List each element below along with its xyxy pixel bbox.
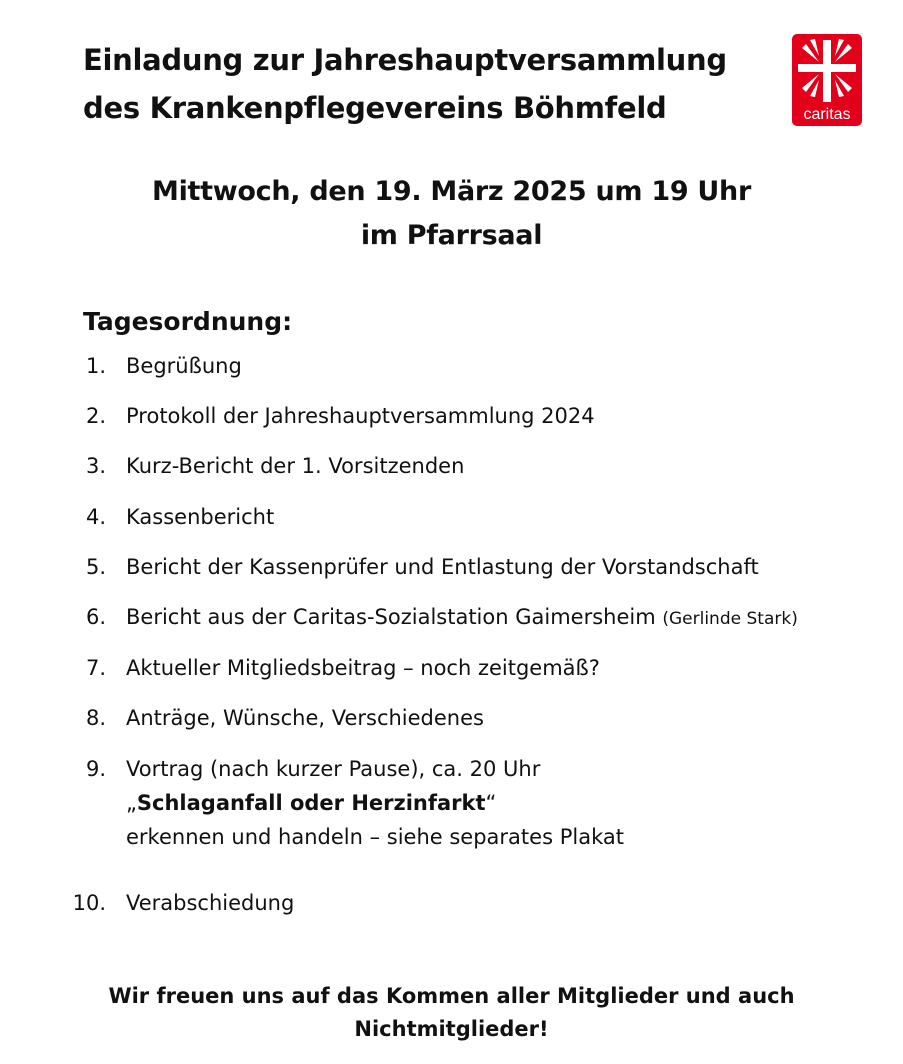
closing-line-1: Wir freuen uns auf das Kommen aller Mitglieder und auch (108, 984, 795, 1008)
lecture-topic-line (126, 786, 624, 820)
agenda-item-text: Kurz-Bericht der 1. Vorsitzenden (126, 454, 465, 478)
document-title (83, 36, 727, 132)
agenda-item-number: 3. (85, 454, 106, 478)
agenda-item-number: 9. (85, 757, 106, 781)
agenda-item-text: Protokoll der Jahreshauptversammlung 2024 (126, 404, 595, 428)
caritas-flame-cross-icon (792, 34, 862, 108)
agenda-item-text: Vortrag (nach kurzer Pause), ca. 20 Uhr (126, 757, 541, 781)
agenda-item-number: 8. (85, 706, 106, 730)
agenda-item-note: (Gerlinde Stark) (662, 609, 798, 629)
agenda-item-body (126, 600, 798, 636)
agenda-item-number: 2. (85, 404, 106, 428)
caritas-logo-text: caritas (803, 106, 851, 123)
caritas-logo (792, 34, 862, 126)
agenda-item-number: 1. (85, 354, 106, 378)
agenda-item-number: 10. (72, 891, 106, 915)
event-location: im Pfarrsaal (360, 220, 543, 251)
title-line-1: Einladung zur Jahreshauptversammlung (83, 43, 727, 77)
event-info (0, 170, 903, 258)
agenda-item-text: Kassenbericht (126, 505, 275, 529)
agenda-item-number: 7. (85, 656, 106, 680)
agenda-item-text: Aktueller Mitgliedsbeitrag – noch zeitgemäß? (126, 656, 600, 680)
agenda-item-text: Verabschiedung (126, 891, 295, 915)
agenda-item-body (126, 752, 624, 854)
agenda-item-number: 5. (85, 555, 106, 579)
event-date-time: Mittwoch, den 19. März 2025 um 19 Uhr (152, 176, 751, 207)
title-line-2: des Krankenpflegevereins Böhmfeld (83, 91, 667, 125)
agenda-item-text: Begrüßung (126, 354, 242, 378)
lecture-subtext: erkennen und handeln – siehe separates Plakat (126, 825, 624, 849)
agenda-item-text: Bericht aus der Caritas-Sozialstation Gaimersheim (126, 605, 656, 629)
closing-message (0, 980, 903, 1046)
agenda-item-text: Bericht der Kassenprüfer und Entlastung der Vorstandschaft (126, 555, 759, 579)
agenda-item-number: 6. (85, 605, 106, 629)
agenda-item-number: 4. (85, 505, 106, 529)
closing-line-2: Nichtmitglieder! (354, 1017, 549, 1041)
quote-close: “ (485, 791, 497, 815)
agenda-item-text: Anträge, Wünsche, Verschiedenes (126, 706, 484, 730)
quote-open: „ (126, 791, 137, 815)
lecture-topic: Schlaganfall oder Herzinfarkt (136, 791, 486, 815)
agenda-heading: Tagesordnung: (83, 307, 293, 336)
